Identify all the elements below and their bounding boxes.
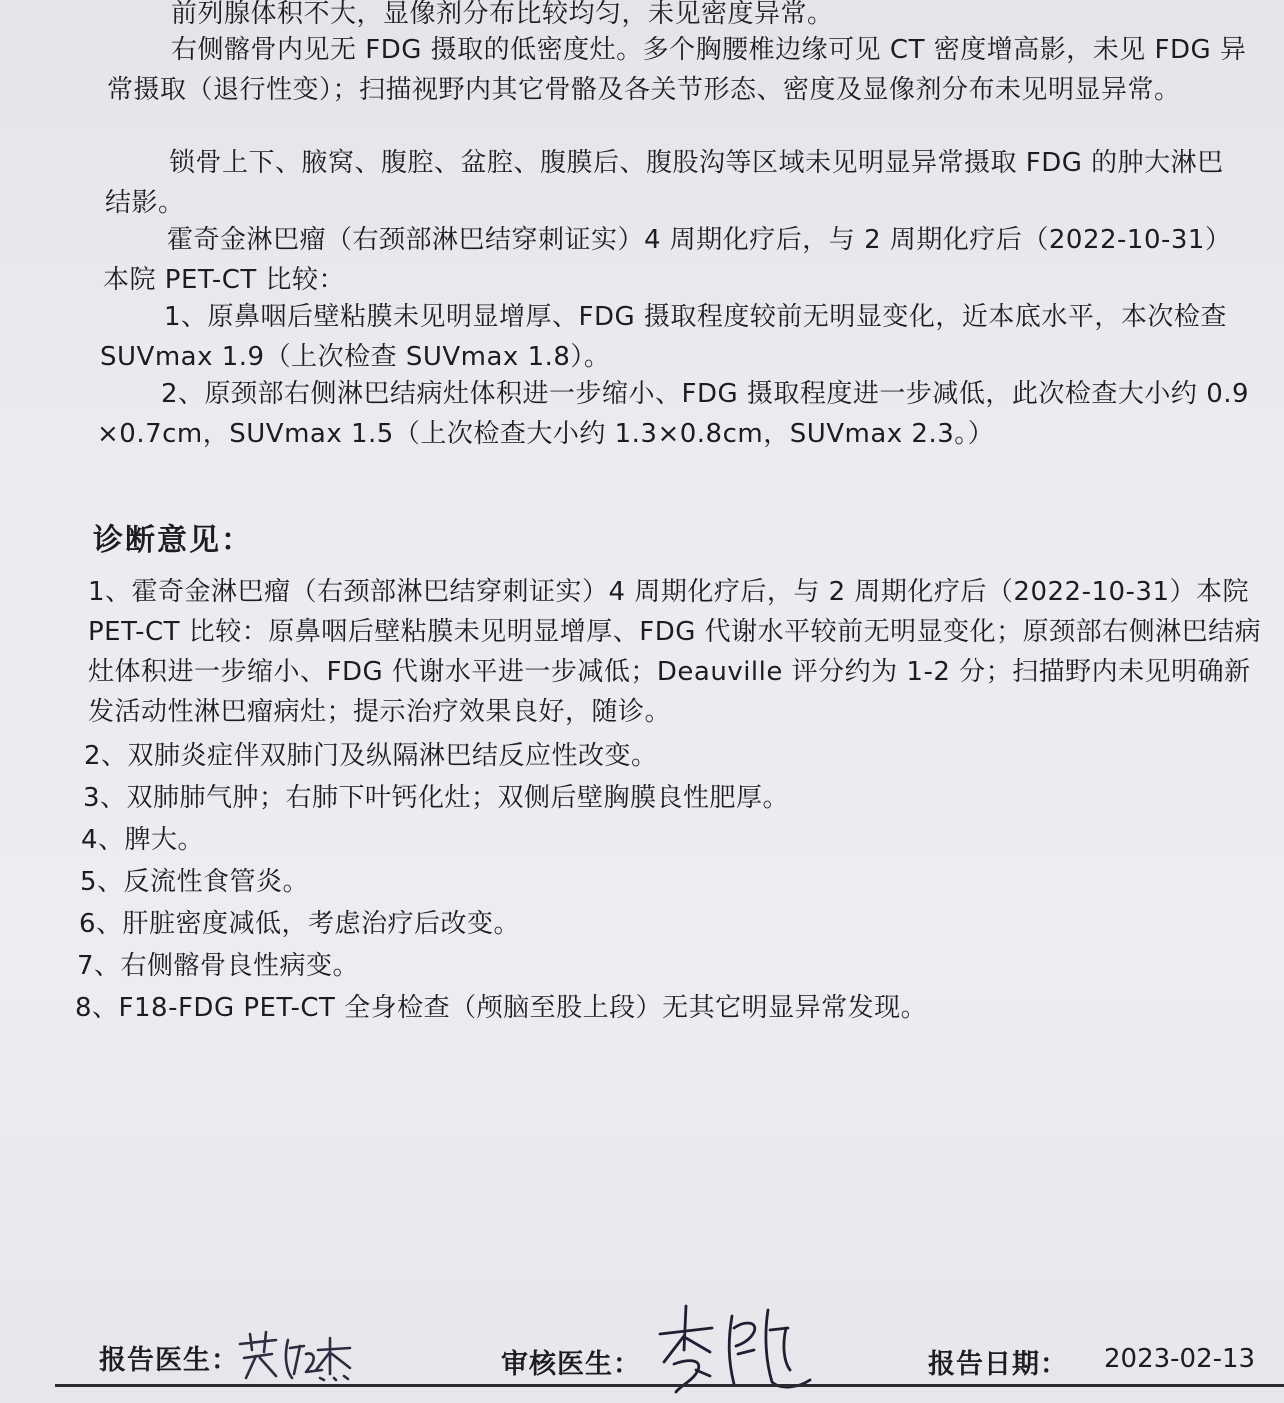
finding-lymph-nodes: 锁骨上下、腋窝、腹腔、盆腔、腹膜后、腹股沟等区域未见明显异常摄取 FDG 的肿大淋巴结影。 (105, 148, 1224, 218)
report-date: 2023-02-13 (1104, 1344, 1256, 1374)
finding-neck-node: 2、原颈部右侧淋巴结病灶体积进一步缩小、FDG 摄取程度进一步减低，此次检查大小约 0.9×0.7cm，SUVmax 1.5（上次检查大小约 1.3×0.8cm，SUVmax 2.3。） (97, 379, 1250, 449)
finding-nasopharynx: 1、原鼻咽后壁粘膜未见明显增厚、FDG 摄取程度较前无明显变化，近本底水平，本次检查 SUVmax 1.9（上次检查 SUVmax 1.8）。 (100, 302, 1227, 372)
diagnosis-item-8: 8、F18-FDG PET-CT 全身检查（颅脑至股上段）无其它明显异常发现。 (75, 993, 928, 1023)
diagnosis-item-6: 6、肝脏密度减低，考虑治疗后改变。 (79, 909, 521, 939)
diagnosis-item-7: 7、右侧髂骨良性病变。 (77, 951, 360, 981)
report-doctor-signature (232, 1326, 372, 1386)
diagnosis-item-5: 5、反流性食管炎。 (80, 867, 310, 897)
footer-rule (55, 1384, 1284, 1387)
diagnosis-item-3: 3、双肺肺气肿；右肺下叶钙化灶；双侧后壁胸膜良性肥厚。 (83, 783, 790, 813)
diagnosis-heading: 诊断意见： (93, 523, 253, 558)
report-doctor-label: 报告医生： (99, 1345, 239, 1376)
diagnosis-item-2: 2、双肺炎症伴双肺门及纵隔淋巴结反应性改变。 (84, 741, 658, 771)
diagnosis-item-1: 1、霍奇金淋巴瘤（右颈部淋巴结穿刺证实）4 周期化疗后，与 2 周期化疗后（2022-10-31）本院 PET-CT 比较：原鼻咽后壁粘膜未见明显增厚、FDG 代谢水平较前无明显变化；原颈部右侧淋巴结病灶体积进一步缩小、FDG 代谢水平进一步减低；Deauville 评分约为 1-2 分；扫描野内未见明确新发活动性淋巴瘤病灶；提示治疗效果良好，随诊。 (88, 577, 1262, 727)
finding-bone: 右侧髂骨内见无 FDG 摄取的低密度灶。多个胸腰椎边缘可见 CT 密度增高影，未见 FDG 异常摄取（退行性变）；扫描视野内其它骨骼及各关节形态、密度及显像剂分布未见明显异常。 (107, 35, 1247, 105)
diagnosis-item-4: 4、脾大。 (81, 825, 205, 855)
finding-prostate: 前列腺体积不大，显像剂分布比较均匀，未见密度异常。 (171, 0, 834, 29)
finding-comparison-intro: 霍奇金淋巴瘤（右颈部淋巴结穿刺证实）4 周期化疗后，与 2 周期化疗后（2022-10-31）本院 PET-CT 比较： (103, 225, 1232, 295)
review-doctor-signature (650, 1300, 820, 1395)
review-doctor-label: 审核医生： (501, 1349, 641, 1380)
report-date-label: 报告日期： (928, 1349, 1068, 1380)
